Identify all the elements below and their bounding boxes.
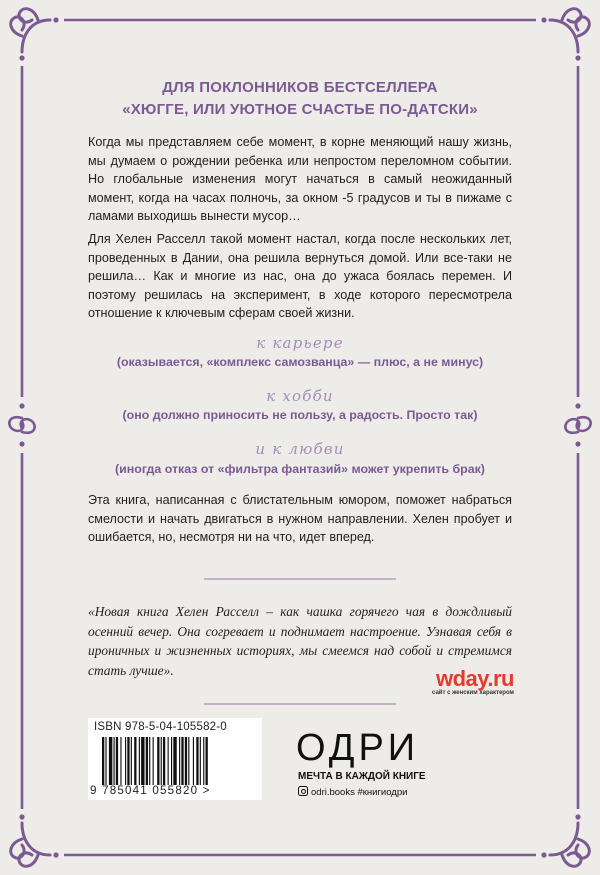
sphere-career-description: (оказывается, «комплекс самозванца» — плюс, а не минус) <box>116 355 484 369</box>
heading-line-1: ДЛЯ ПОКЛОННИКОВ БЕСТСЕЛЛЕРА <box>162 79 438 96</box>
publisher-logo: ОДРИ <box>296 727 420 769</box>
intro-paragraph: Когда мы представляем себе момент, в корне меняющий нашу жизнь, мы думаем о рождении ребенка или непростом переломном событии. Но глобальные изменения могут начаться в самый неожиданный момент, когда на часах полночь, за окном -5 градусов и ты в пижаме с ламами выходишь вынести мусор… <box>88 135 512 223</box>
sphere-love-description: (иногда отказ от «фильтра фантазий» может укрепить брак) <box>115 462 485 476</box>
barcode <box>88 718 262 800</box>
story-paragraph: Для Хелен Расселл такой момент настал, когда после нескольких лет, проведенных в Дании, она решила вернуться домой. Или все-таки не решила… Как и многие из нас, она до ужаса боялась перемен. И поэтому решилась на эксперимент, в ходе которого пересмотрела отношение к ключевым сферам своей жизни. <box>88 232 512 320</box>
wday-logo-block <box>384 666 514 696</box>
wday-tagline: сайт с женским характером <box>432 690 514 696</box>
instagram-icon <box>298 786 308 796</box>
sphere-hobby-title: к хобби <box>266 387 334 405</box>
heading-line-2: «ХЮГГЕ, ИЛИ УЮТНОЕ СЧАСТЬЕ ПО-ДАТСКИ» <box>122 101 478 118</box>
barcode-bars <box>102 737 252 785</box>
publisher-social <box>298 786 407 798</box>
isbn-label: ISBN 978-5-04-105582-0 <box>94 721 227 733</box>
sphere-career-title: к карьере <box>256 334 344 352</box>
closing-paragraph: Эта книга, написанная с блистательным юмором, поможет набраться смелости и начать двигаться в нужном направлении. Хелен пробует и ошибается, но, несмотря ни на что, идет вперед. <box>88 493 512 544</box>
publisher-tagline: МЕЧТА В КАЖДОЙ КНИГЕ <box>298 771 426 782</box>
review-quote: «Новая книга Хелен Расселл – как чашка горячего чая в дождливый осенний вечер. Она согревает и поднимает настроение. Узнавая себя в ироничных и жизненных историях, мы смеемся над собой и стремимся стать лучше». <box>88 604 512 678</box>
wday-logo: wday.ru <box>435 666 514 691</box>
barcode-digits: 9 785041 055820 > <box>90 784 211 797</box>
sphere-hobby-description: (оно должно приносить не пользу, а радость. Просто так) <box>122 408 478 422</box>
publisher-social-text: odri.books #книгиодри <box>311 787 408 798</box>
sphere-love-title: и к любви <box>255 440 345 458</box>
heading <box>60 77 540 121</box>
